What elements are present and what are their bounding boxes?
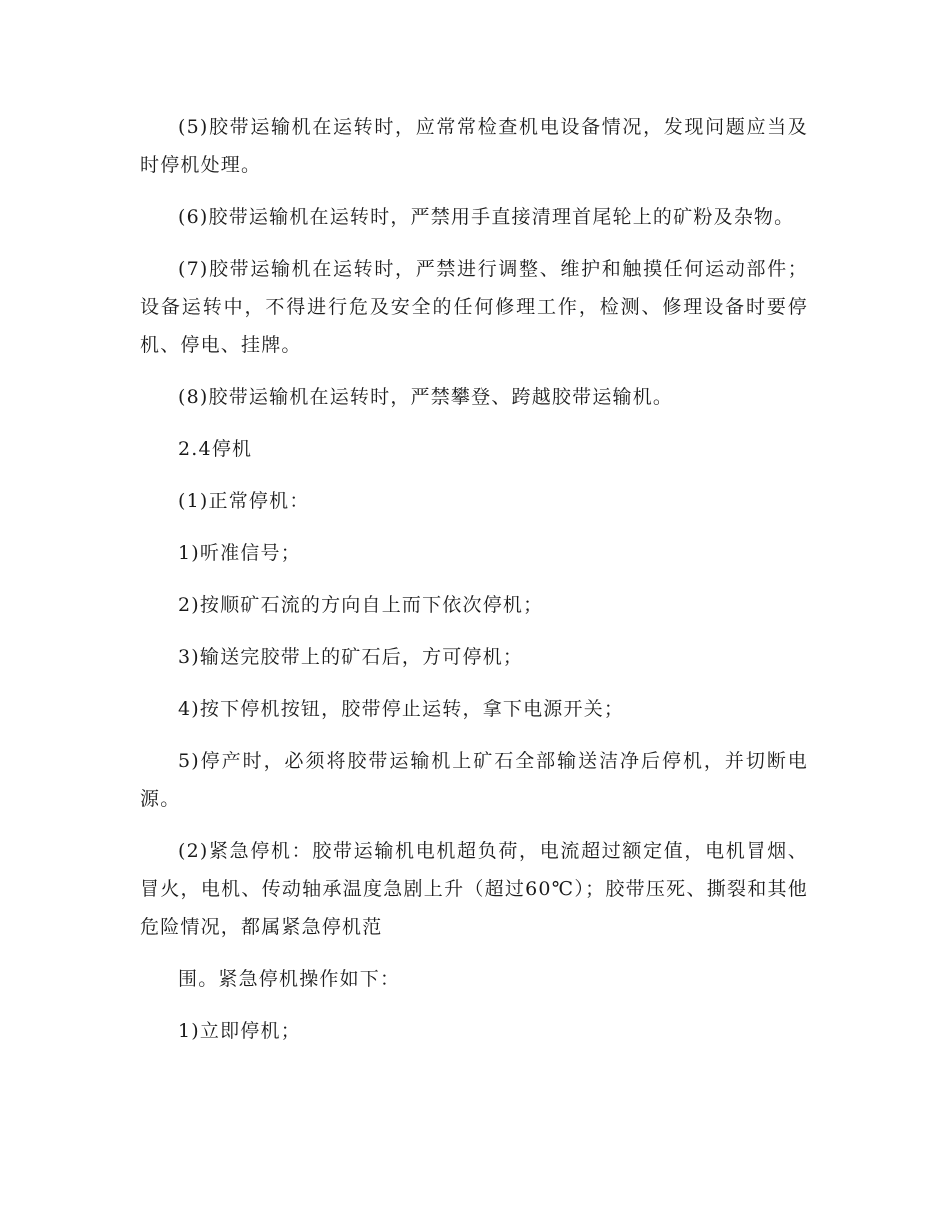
- paragraph-item-7: (7)胶带运输机在运转时，严禁进行调整、维护和触摸任何运动部件；设备运转中，不得进行危及安全的任何修理工作，检测、修理设备时要停机、停电、挂牌。: [140, 258, 808, 356]
- emergency-procedure-intro: 围。紧急停机操作如下：: [178, 968, 401, 990]
- paragraph-item-8: (8)胶带运输机在运转时，严禁攀登、跨越胶带运输机。: [178, 386, 674, 408]
- section-heading-2-4: 2.4停机: [178, 438, 253, 460]
- step-1-listen-signal: 1)听准信号；: [178, 542, 301, 564]
- subheading-normal-stop: (1)正常停机：: [178, 490, 310, 512]
- subheading-emergency-stop: (2)紧急停机：胶带运输机电机超负荷，电流超过额定值，电机冒烟、冒火，电机、传动轴承温度急剧上升（超过60℃）；胶带压死、撕裂和其他危险情况，都属紧急停机范: [140, 840, 808, 938]
- step-3-clear-belt: 3)输送完胶带上的矿石后，方可停机；: [178, 646, 524, 668]
- step-2-stop-order: 2)按顺矿石流的方向自上而下依次停机；: [178, 594, 544, 616]
- paragraph-item-6: (6)胶带运输机在运转时，严禁用手直接清理首尾轮上的矿粉及杂物。: [178, 206, 795, 228]
- step-4-press-stop-button: 4)按下停机按钮，胶带停止运转，拿下电源开关；: [178, 698, 625, 720]
- emergency-step-1: 1)立即停机；: [178, 1020, 301, 1042]
- document-body: [140, 108, 808, 1064]
- paragraph-item-5: (5)胶带运输机在运转时，应常常检查机电设备情况，发现问题应当及时停机处理。: [140, 116, 808, 176]
- step-5-cut-power: 5)停产时，必须将胶带运输机上矿石全部输送洁净后停机，并切断电源。: [140, 750, 808, 810]
